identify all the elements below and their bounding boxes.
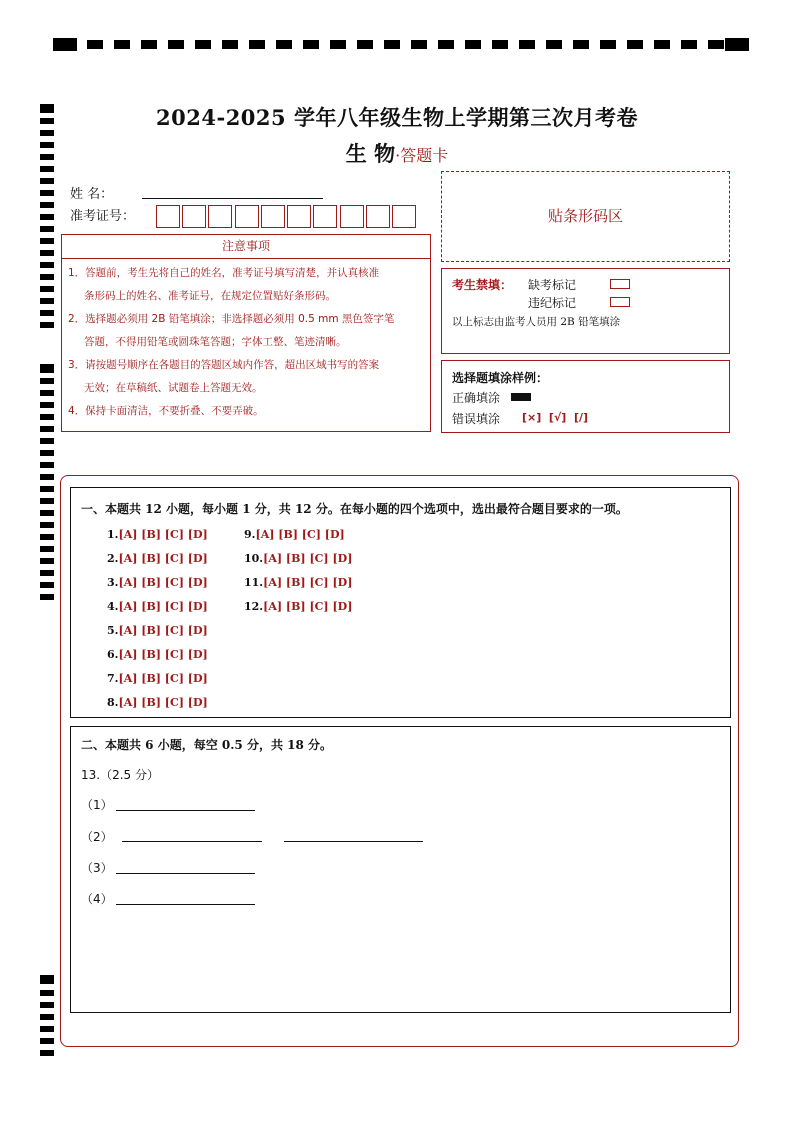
section2-box xyxy=(70,726,731,1013)
sample-title: 选择题填涂样例： xyxy=(452,371,549,385)
notice-item-3: 3．请按题号顺序在各题目的答题区域内作答，超出区域书写的答案 无效；在草稿纸、试题卷上答题无效。 xyxy=(68,359,380,394)
subject-name: 生 物 xyxy=(345,141,396,166)
question-1[interactable]: 1.[A] [B] [C] [D] xyxy=(107,528,208,541)
fill-sample-box xyxy=(441,360,730,433)
blank-2a-line[interactable] xyxy=(122,841,262,842)
question-7[interactable]: 7.[A] [B] [C] [D] xyxy=(107,672,208,685)
question-2[interactable]: 2.[A] [B] [C] [D] xyxy=(107,552,208,565)
section1-title: 一、本题共 12 小题，每小题 1 分，共 12 分。在每小题的四个选项中，选出最符合题目要求的一项。 xyxy=(81,502,628,516)
forbidden-label: 考生禁填： xyxy=(452,278,513,292)
absent-label: 缺考标记 xyxy=(528,278,577,292)
section1-box xyxy=(70,487,731,718)
name-field[interactable] xyxy=(142,198,323,199)
notice-item-4: 4．保持卡面清洁，不要折叠、不要弄破。 xyxy=(68,405,264,417)
question-11[interactable]: 11.[A] [B] [C] [D] xyxy=(244,576,353,589)
blank-1-line[interactable] xyxy=(116,810,255,811)
exam-title: 2024-2025 学年八年级生物上学期第三次月考卷 xyxy=(156,105,638,130)
blank-4-line[interactable] xyxy=(116,904,255,905)
section2-title: 二、本题共 6 小题，每空 0.5 分，共 18 分。 xyxy=(81,738,332,752)
blank-2b-line[interactable] xyxy=(284,841,423,842)
blank-4-label: （4） xyxy=(81,892,113,906)
notice-heading: 注意事项 xyxy=(62,235,430,259)
wrong-marks: [×] [√] [/] xyxy=(522,411,589,424)
filled-bubble-sample xyxy=(511,393,531,401)
violation-checkbox[interactable] xyxy=(610,297,630,307)
question-5[interactable]: 5.[A] [B] [C] [D] xyxy=(107,624,208,637)
barcode-area xyxy=(441,171,730,262)
question-4[interactable]: 4.[A] [B] [C] [D] xyxy=(107,600,208,613)
timing-mark-bar xyxy=(53,38,749,51)
subject-title xyxy=(0,138,794,168)
question-3[interactable]: 3.[A] [B] [C] [D] xyxy=(107,576,208,589)
blank-3-line[interactable] xyxy=(116,873,255,874)
notice-item-1: 1．答题前，考生先将自己的姓名，准考证号填写清楚，并认真核准 条形码上的姓名、准考证号，在规定位置贴好条形码。 xyxy=(68,267,380,302)
notice-box xyxy=(61,234,431,432)
correct-label: 正确填涂 xyxy=(452,391,501,405)
notice-item-2: 2．选择题必须用 2B 铅笔填涂；非选择题必须用 0.5 mm 黑色签字笔 答题，不得用铅笔或圆珠笔答题；字体工整、笔迹清晰。 xyxy=(68,313,395,348)
id-label: 准考证号： xyxy=(70,209,136,224)
absent-checkbox[interactable] xyxy=(610,279,630,289)
examiner-only-box xyxy=(441,268,730,354)
violation-label: 违纪标记 xyxy=(528,296,577,310)
question-8[interactable]: 8.[A] [B] [C] [D] xyxy=(107,696,208,709)
id-number-boxes[interactable] xyxy=(156,205,420,228)
question-12[interactable]: 12.[A] [B] [C] [D] xyxy=(244,600,353,613)
blank-3-label: （3） xyxy=(81,861,113,875)
name-label: 姓 名： xyxy=(70,187,114,202)
question-6[interactable]: 6.[A] [B] [C] [D] xyxy=(107,648,208,661)
blank-1-label: （1） xyxy=(81,798,113,812)
question-10[interactable]: 10.[A] [B] [C] [D] xyxy=(244,552,353,565)
question-13-label: 13.（2.5 分） xyxy=(81,768,159,782)
barcode-label: 贴条形码区 xyxy=(547,207,623,225)
wrong-label: 错误填涂 xyxy=(452,412,501,426)
blank-2-label: （2） xyxy=(81,830,113,844)
forbidden-note: 以上标志由监考人员用 2B 铅笔填涂 xyxy=(452,316,621,328)
question-9[interactable]: 9.[A] [B] [C] [D] xyxy=(244,528,345,541)
answer-card-label: ·答题卡 xyxy=(395,146,449,165)
